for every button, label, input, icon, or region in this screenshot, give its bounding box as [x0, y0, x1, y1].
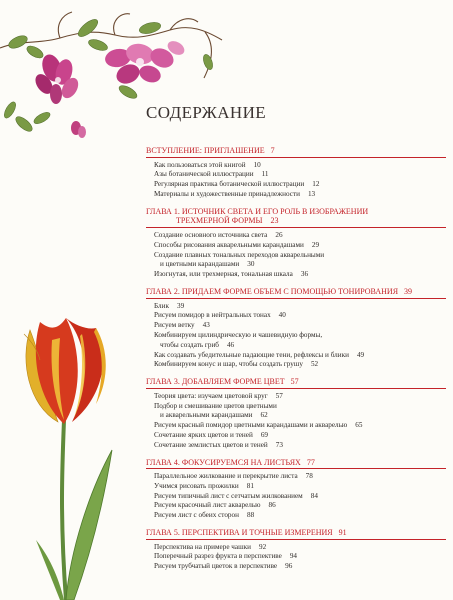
- toc-entry[interactable]: [146, 543, 446, 553]
- chapter-heading[interactable]: [146, 207, 446, 228]
- chapter-page: 91: [338, 528, 347, 538]
- toc-section-chapter-1: [146, 207, 446, 280]
- entry-page: 29: [311, 240, 320, 249]
- entry-page: 46: [226, 340, 235, 349]
- toc-entry[interactable]: [146, 431, 446, 441]
- entry-title: Рисуем красочный лист акварелью: [154, 501, 261, 510]
- chapter-title-line-2: ТРЕХМЕРНОЙ ФОРМЫ: [176, 216, 263, 226]
- toc-entry[interactable]: [146, 302, 446, 312]
- toc-section-chapter-2: [146, 287, 446, 370]
- entry-title: Как пользоваться этой книгой: [154, 160, 246, 169]
- entry-page: 65: [355, 421, 363, 430]
- entry-title: Рисуем типичный лист с сетчатым жилкованием: [154, 491, 303, 500]
- entry-page: 78: [305, 472, 313, 481]
- entry-page: 49: [356, 350, 365, 359]
- toc-entry[interactable]: [146, 231, 446, 241]
- entry-title-line-2: чтобы создать гриб: [160, 340, 219, 349]
- toc-entry[interactable]: [146, 270, 446, 280]
- entry-title: Как создавать убедительные падающие тени, рефлексы и блики: [154, 350, 349, 359]
- entry-title-line-2: и цветными карандашами: [160, 260, 240, 269]
- toc-entry[interactable]: [146, 472, 446, 482]
- toc-section-chapter-5: [146, 528, 446, 572]
- chapter-heading[interactable]: [146, 287, 446, 299]
- entry-title: Рисуем лист с обеих сторон: [154, 511, 239, 520]
- entry-title: Сочетание ярких цветов и теней: [154, 430, 253, 439]
- entry-page: 81: [246, 481, 254, 490]
- entry-page: 26: [275, 230, 283, 239]
- entry-page: 57: [275, 391, 283, 400]
- chapter-page: 23: [270, 216, 279, 226]
- chapter-title: ГЛАВА 2. ПРИДАЕМ ФОРМЕ ОБЪЕМ С ПОМОЩЬЮ ТОНИРОВАНИЯ: [146, 286, 399, 296]
- entry-title: Рисуем помидор в нейтральных тонах: [154, 311, 271, 320]
- entry-page: 40: [278, 311, 286, 320]
- toc-entry[interactable]: [146, 501, 446, 511]
- chapter-title: ГЛАВА 5. ПЕРСПЕКТИВА И ТОЧНЫЕ ИЗМЕРЕНИЯ: [146, 528, 333, 538]
- entry-title: Рисуем красный помидор цветными карандашами и акварелью: [154, 421, 348, 430]
- toc-entry[interactable]: [146, 552, 446, 562]
- chapter-page: 77: [306, 457, 315, 467]
- entry-page: 11: [261, 170, 269, 179]
- entry-page: 84: [310, 491, 318, 500]
- toc-entry[interactable]: [146, 482, 446, 492]
- toc-entry[interactable]: [146, 492, 446, 502]
- entry-title: Сочетание землистых цветов и теней: [154, 440, 268, 449]
- entry-title: Параллельное жилкование и перекрытие листа: [154, 472, 298, 481]
- entry-title: Азы ботанической иллюстрации: [154, 170, 254, 179]
- entry-page: 10: [253, 160, 261, 169]
- entry-page: 86: [268, 501, 276, 510]
- toc-entry[interactable]: [146, 190, 446, 200]
- entry-title: Регулярная практика ботанической иллюстрации: [154, 180, 305, 189]
- entry-page: 94: [289, 552, 298, 561]
- entry-title: Перспектива на примере чашки: [154, 542, 251, 551]
- entry-page: 36: [300, 270, 309, 279]
- toc-section-chapter-4: [146, 458, 446, 522]
- chapter-heading[interactable]: [146, 528, 446, 540]
- toc-entry[interactable]: [146, 321, 446, 331]
- entry-page: 52: [310, 360, 319, 369]
- entry-title: Комбинируем цилиндрическую и чашевидную формы,: [154, 330, 323, 339]
- entry-page: 92: [259, 542, 267, 551]
- entry-title: Подбор и смешивание цветов цветными: [154, 401, 277, 410]
- entry-page: 73: [275, 440, 283, 449]
- entry-page: 62: [260, 411, 268, 420]
- toc-entry[interactable]: [146, 251, 446, 271]
- chapter-page: 39: [404, 286, 413, 296]
- toc-entry[interactable]: [146, 170, 446, 180]
- entry-title-line-2: и акварельными карандашами: [160, 411, 253, 420]
- entry-title: Создание плавных тональных переходов акварельными: [154, 250, 325, 259]
- entry-page: 13: [307, 189, 316, 198]
- toc-entry[interactable]: [146, 402, 446, 422]
- chapter-title: ГЛАВА 1. ИСТОЧНИК СВЕТА И ЕГО РОЛЬ В ИЗОБРАЖЕНИИ: [146, 206, 369, 216]
- toc-entry[interactable]: [146, 441, 446, 451]
- chapter-page: 57: [290, 377, 299, 387]
- chapter-heading[interactable]: [146, 146, 446, 158]
- entry-title: Комбинируем конус и шар, чтобы создать грушу: [154, 360, 303, 369]
- entry-title: Рисуем ветку: [154, 321, 195, 330]
- entry-title: Поперечный разрез фрукта в перспективе: [154, 552, 282, 561]
- entry-page: 39: [176, 301, 185, 310]
- entry-title: Рисуем трубчатый цветок в перспективе: [154, 562, 278, 571]
- toc-entry[interactable]: [146, 392, 446, 402]
- toc-entry[interactable]: [146, 241, 446, 251]
- entry-page: 43: [202, 321, 210, 330]
- entry-title: Способы рисования акварельными карандашами: [154, 240, 304, 249]
- toc-entry[interactable]: [146, 511, 446, 521]
- entry-page: 30: [247, 260, 255, 269]
- chapter-title: ВСТУПЛЕНИЕ: ПРИГЛАШЕНИЕ: [146, 146, 265, 155]
- toc-entry[interactable]: [146, 331, 446, 351]
- chapter-page: 7: [270, 146, 275, 155]
- table-of-contents: [146, 146, 446, 579]
- entry-title: Изогнутая, или трехмерная, тональная шкала: [154, 270, 293, 279]
- toc-entry[interactable]: [146, 360, 446, 370]
- entry-title: Теория цвета: изучаем цветовой круг: [154, 391, 268, 400]
- toc-entry[interactable]: [146, 562, 446, 572]
- toc-entry[interactable]: [146, 351, 446, 361]
- page-title: СОДЕРЖАНИЕ: [146, 103, 267, 122]
- toc-entry[interactable]: [146, 421, 446, 431]
- toc-entry[interactable]: [146, 180, 446, 190]
- toc-section-intro: [146, 146, 446, 200]
- entry-title: Материалы и художественные принадлежности: [154, 189, 300, 198]
- chapter-title: ГЛАВА 3. ДОБАВЛЯЕМ ФОРМЕ ЦВЕТ: [146, 377, 285, 387]
- entry-title: Блик: [154, 301, 169, 310]
- entry-page: 88: [246, 511, 255, 520]
- toc-section-chapter-3: [146, 377, 446, 450]
- tulip-illustration: [0, 300, 140, 600]
- entry-page: 12: [312, 180, 320, 189]
- toc-entry[interactable]: [146, 161, 446, 171]
- toc-entry[interactable]: [146, 311, 446, 321]
- vine-flowers-illustration: [0, 0, 240, 150]
- entry-page: 96: [285, 562, 293, 571]
- chapter-title: ГЛАВА 4. ФОКУСИРУЕМСЯ НА ЛИСТЬЯХ: [146, 457, 301, 467]
- entry-page: 69: [260, 430, 268, 439]
- entry-title: Учимся рисовать прожилки: [154, 481, 239, 490]
- entry-title: Создание основного источника света: [154, 230, 268, 239]
- chapter-heading[interactable]: [146, 377, 446, 389]
- chapter-heading[interactable]: [146, 458, 446, 470]
